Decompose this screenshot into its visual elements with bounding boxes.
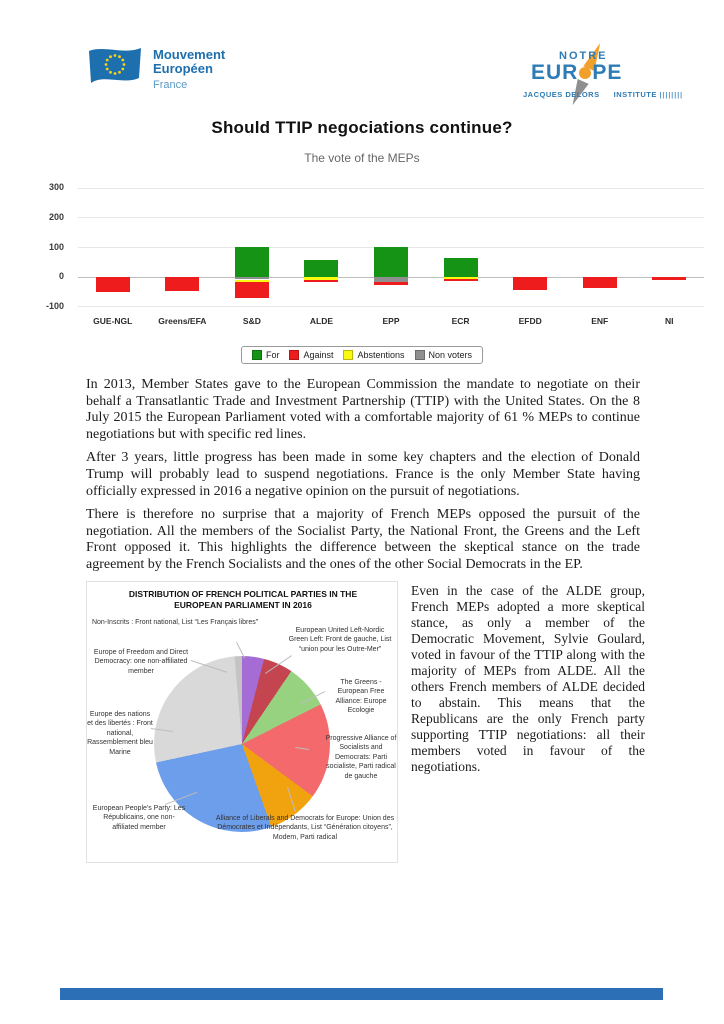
- pie-chart-box: [86, 581, 398, 863]
- chart-legend-box: [241, 346, 483, 364]
- bar-group-ALDE: [287, 182, 357, 312]
- y-tick-label: 0: [58, 271, 64, 282]
- jdi-logo-ticks: ||||||||: [659, 92, 684, 99]
- bar-group-GUE-NGL: [78, 182, 148, 312]
- legend-swatch-non_voters: [415, 350, 425, 360]
- paragraph-1: In 2013, Member States gave to the European Commission the mandate to negotiate on their behalf a Transatlantic Trade and Investment Partnership (TTIP) with the United States. On the 8 July 2015 the European Parliament voted with a comfortable majority of 61 % MEPs to continue negotiations but with specific red lines.: [86, 377, 640, 442]
- bar-chart-yaxis: [36, 182, 72, 312]
- side-paragraph: Even in the case of the ALDE group, French MEPs adopted a more skeptical stance, as only a member of the Democratic Movement, Sylvie Goulard, voted in favour of the TTIP along with the majority of MEPs from ALDE. All the others French members of ALDE decided to abstain. This means that the Republicans are the only French party supporting TTIP negotiations: all their members voted in favour of the negotiations.: [411, 582, 645, 774]
- legend-item-abstentions: [343, 350, 404, 360]
- bar-group-EFDD: [495, 182, 565, 312]
- bar-group-S&D: [217, 182, 287, 312]
- bar-segment-against: [652, 277, 686, 281]
- bar-group-NI: [634, 182, 704, 312]
- x-tick-label: EFDD: [518, 316, 542, 326]
- bottom-section: [86, 581, 645, 863]
- legend-item-for: [252, 350, 280, 360]
- bar-segment-against: [444, 279, 478, 281]
- pie-label-sd: Progressive Alliance of Socialists and Democrats: Parti socialiste, Parti radical de gauche: [325, 734, 397, 780]
- pie-label-greens: The Greens - European Free Alliance: Europe Ecologie: [335, 678, 387, 715]
- legend-swatch-against: [289, 350, 299, 360]
- legend-swatch-for: [252, 350, 262, 360]
- bar-chart-xaxis: [78, 316, 704, 330]
- chart-legend: [0, 346, 724, 364]
- mouvement-europeen-wordmark: [153, 46, 225, 91]
- x-tick-label: GUE-NGL: [93, 316, 133, 326]
- bar-segment-for: [304, 260, 338, 276]
- bar-group-EPP: [356, 182, 426, 312]
- bar-segment-against: [96, 277, 130, 292]
- jdi-logo-europe: [531, 61, 622, 85]
- pie-label-alde: Alliance of Liberals and Democrats for Europe: Union des Démocrates et Indépendants, List “Génération citoyens”, Modem, Parti radical: [215, 814, 395, 841]
- bar-segment-against: [165, 277, 199, 292]
- mouvement-europeen-logo: [86, 46, 225, 108]
- bar-segment-against: [374, 282, 408, 284]
- pie-label-non-inscrits: Non-Inscrits : Front national, List “Les Français libres”: [91, 618, 259, 626]
- bar-group-ENF: [565, 182, 635, 312]
- legend-swatch-abstentions: [343, 350, 353, 360]
- chart-subtitle: The vote of the MEPs: [304, 151, 420, 165]
- bar-segment-for: [235, 247, 269, 277]
- jdi-logo-subtitle: [523, 90, 698, 99]
- x-tick-label: ALDE: [309, 316, 334, 326]
- jdi-logo-eur: EUR: [531, 61, 579, 84]
- jdi-logo-institute: INSTITUTE: [613, 90, 657, 99]
- bar-segment-against: [304, 280, 338, 282]
- jdi-logo-pe: PE: [592, 61, 623, 84]
- y-tick-label: 100: [48, 241, 64, 252]
- pie-label-epp: European People's Party: Les Républicains, one non-affiliated member: [92, 804, 186, 831]
- y-tick-label: -100: [45, 300, 64, 311]
- jdi-logo-notre: NOTRE: [559, 50, 608, 62]
- paragraph-3: There is therefore no surprise that a majority of French MEPs opposed the pursuit of the negotiation. All the members of the Socialist Party, the National Front, the Greens and the Left Front opposed it. This highlights the difference between the skeptical stance on the trade agreement by the French Socialists and the ones of the other Social Democrats in the EP.: [86, 507, 640, 572]
- bar-segment-for: [444, 258, 478, 276]
- paragraph-2: After 3 years, little progress has been made in some key chapters and the election of Donald Trump will probably lead to suspend negotiations. France is the only Member State having officially expressed in 2016 a negative opinion on the pursuit of negotiations.: [86, 450, 640, 499]
- me-logo-line3: France: [153, 78, 188, 91]
- pie-label-gue-ngl: European United Left-Nordic Green Left: Front de gauche, List “union pour les Outre-Mer”: [288, 626, 392, 653]
- y-tick-label: 300: [48, 182, 64, 193]
- bar-segment-against: [235, 282, 269, 298]
- me-logo-line1: Mouvement: [153, 47, 226, 62]
- y-tick-label: 200: [48, 211, 64, 222]
- compass-pivot-icon: [579, 67, 591, 79]
- bar-segment-against: [583, 277, 617, 288]
- me-logo-line2: Européen: [153, 61, 213, 77]
- eu-flag-icon: [86, 46, 144, 88]
- legend-label: Against: [303, 350, 334, 360]
- page-header: [0, 0, 724, 108]
- legend-label: Abstentions: [357, 350, 405, 360]
- legend-label: Non voters: [428, 350, 473, 360]
- legend-label: For: [265, 350, 280, 360]
- jdi-logo-jacques-delors: JACQUES DELORS: [523, 90, 600, 99]
- notre-europe-jacques-delors-logo: [523, 46, 698, 110]
- x-tick-label: Greens/EFA: [158, 316, 207, 326]
- bar-group-Greens/EFA: [148, 182, 218, 312]
- bar-group-ECR: [426, 182, 496, 312]
- pie-label-enl: Europe des nations et des libertés : Front national, Rassemblement bleu Marine: [87, 710, 153, 756]
- bar-chart: [0, 182, 724, 332]
- bar-chart-plot: [78, 182, 704, 312]
- bar-segment-against: [513, 277, 547, 289]
- footer-bar: [60, 988, 663, 1000]
- legend-item-non_voters: [415, 350, 473, 360]
- bar-segment-for: [374, 247, 408, 277]
- legend-item-against: [289, 350, 333, 360]
- x-tick-label: NI: [665, 316, 674, 326]
- x-tick-label: ECR: [451, 316, 470, 326]
- page-title: Should TTIP negociations continue?: [211, 118, 513, 137]
- x-tick-label: S&D: [242, 316, 261, 326]
- x-tick-label: ENF: [591, 316, 609, 326]
- pie-label-efdd: Europe of Freedom and Direct Democracy: one non-affiliated member: [93, 648, 189, 675]
- pie-chart-title: DISTRIBUTION OF FRENCH POLITICAL PARTIES IN THE EUROPEAN PARLIAMENT IN 2016: [128, 588, 358, 610]
- body-text: [86, 377, 640, 574]
- x-tick-label: EPP: [382, 316, 400, 326]
